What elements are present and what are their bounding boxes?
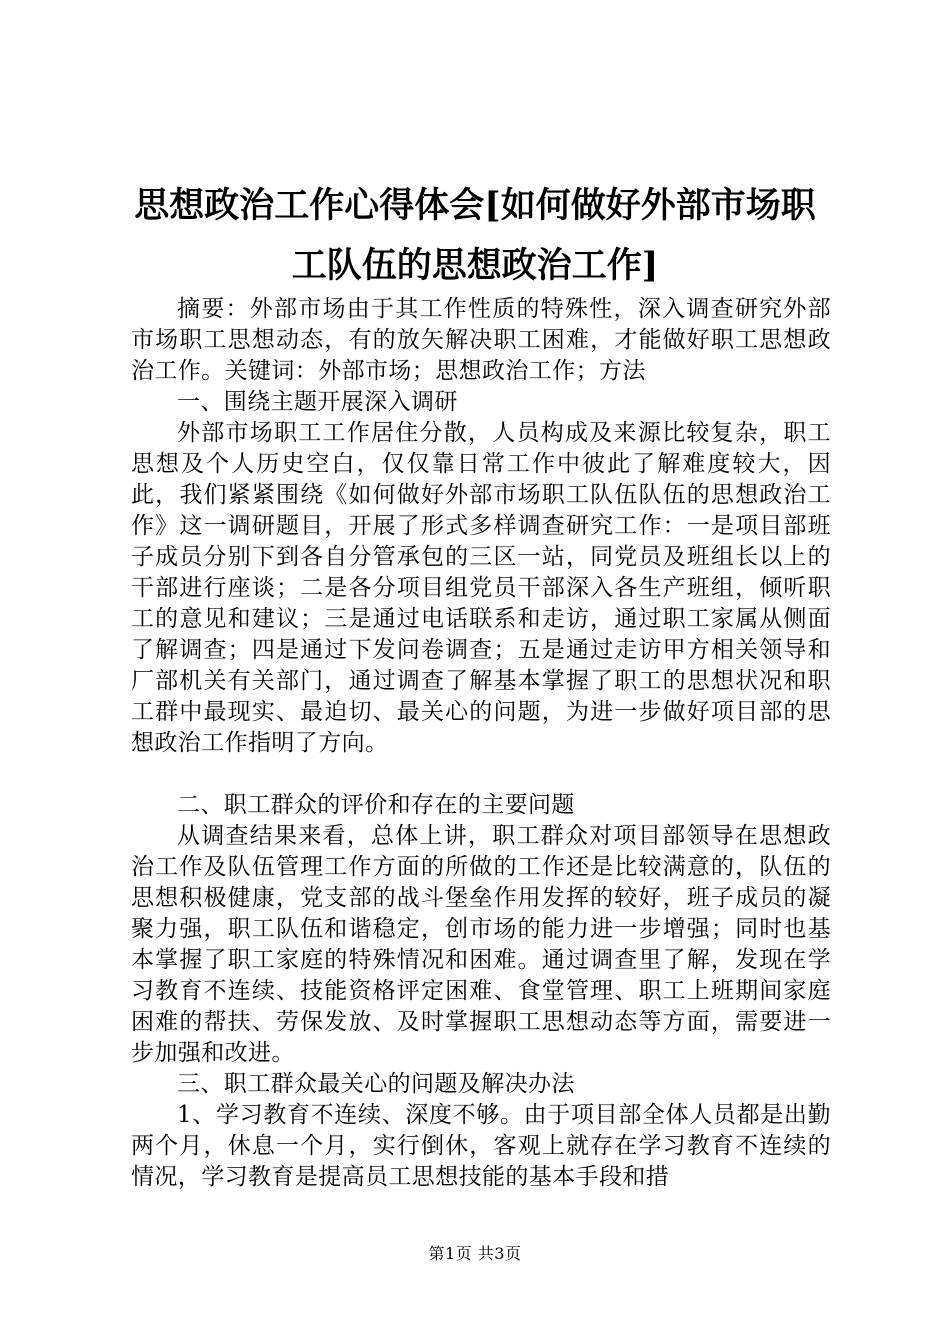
section-3-paragraph: 1、学习教育不连续、深度不够。由于项目部全体人员都是出勤两个月，休息一个月，实行倒休，客观上就存在学习教育不连续的情况，学习教育是提高员工思想技能的基本手段和措 xyxy=(131,1102,831,1190)
page-footer: 第1页 共3页 xyxy=(428,1244,522,1263)
paragraph-spacer xyxy=(131,759,831,790)
document-body xyxy=(131,294,831,1193)
section-1-heading: 一、围绕主题开展深入调研 xyxy=(177,389,458,415)
section-3-heading: 三、职工群众最关心的问题及解决办法 xyxy=(177,1071,575,1097)
section-2-paragraph: 从调查结果来看，总体上讲，职工群众对项目部领导在思想政治工作及队伍管理工作方面的所做的工作还是比较满意的，队伍的思想积极健康，党支部的战斗堡垒作用发挥的较好，班子成员的凝聚力强，职工队伍和谐稳定，创市场的能力进一步增强；同时也基本掌握了职工家庭的特殊情况和困难。通过调查里了解，发现在学习教育不连续、技能资格评定困难、食堂管理、职工上班期间家庭困难的帮扶、劳保发放、及时掌握职工思想动态等方面，需要进一步加强和改进。 xyxy=(131,823,831,1066)
document-title xyxy=(110,176,840,296)
section-1-paragraph: 外部市场职工工作居住分散，人员构成及来源比较复杂，职工思想及个人历史空白，仅仅靠日常工作中彼此了解难度较大，因此，我们紧紧围绕《如何做好外部市场职工队伍队伍的思想政治工作》这一调研题目，开展了形式多样调查研究工作：一是项目部班子成员分别下到各自分管承包的三区一站，同党员及班组长以上的干部进行座谈；二是各分项目组党员干部深入各生产班组，倾听职工的意见和建议；三是通过电话联系和走访，通过职工家属从侧面了解调查；四是通过下发问卷调查；五是通过走访甲方相关领导和厂部机关有关部门，通过调查了解基本掌握了职工的思想状况和职工群中最现实、最迫切、最关心的问题，为进一步做好项目部的思想政治工作指明了方向。 xyxy=(131,420,831,756)
abstract-paragraph: 摘要：外部市场由于其工作性质的特殊性，深入调查研究外部市场职工思想动态，有的放矢解决职工困难，才能做好职工思想政治工作。关键词：外部市场；思想政治工作；方法 xyxy=(131,296,831,384)
section-2-heading: 二、职工群众的评价和存在的主要问题 xyxy=(177,792,575,818)
title-line-1: 思想政治工作心得体会[如何做好外部市场职 xyxy=(134,185,816,226)
title-line-2: 工队伍的思想政治工作] xyxy=(291,245,659,286)
